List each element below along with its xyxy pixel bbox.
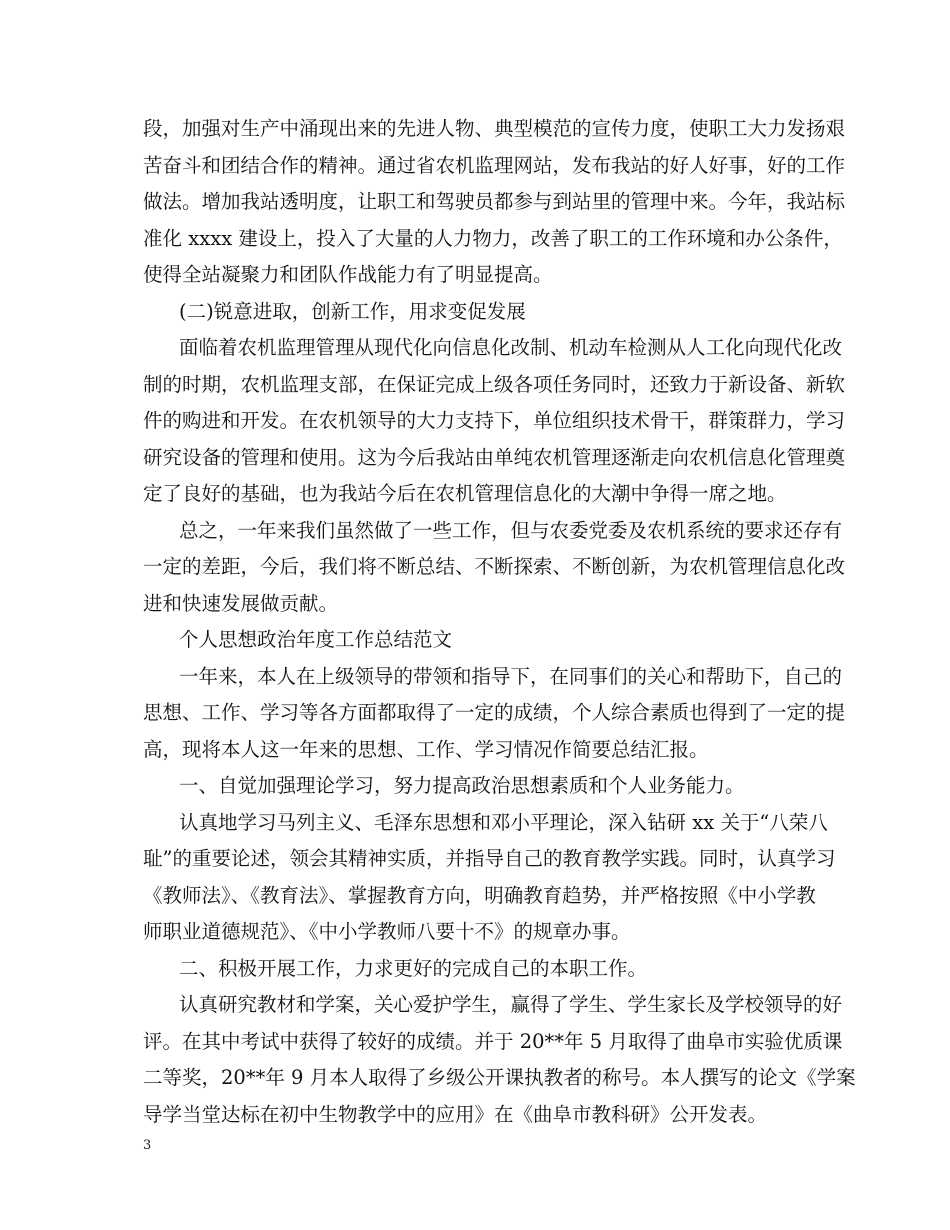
text-line: 面临着农机监理管理从现代化向信息化改制、机动车检测从人工化向现代化改 [179,336,843,359]
text-line: 做法。增加我站透明度，让职工和驾驶员都参与到站里的管理中来。今年，我站标 [143,190,846,213]
text-line: 《教师法》、《教育法》、掌握教育方向，明确教育趋势，并严格按照《中小学教 [143,883,816,907]
text-line: 苦奋斗和团结合作的精神。通过省农机监理网站，发布我站的好人好事，好的工作 [143,153,846,177]
text-line: 件的购进和开发。在农机领导的大力支持下，单位组织技术骨干，群策群力，学习 [143,409,846,432]
text-line: 思想、工作、学习等各方面都取得了一定的成绩，个人综合素质也得到了一定的提 [143,701,846,724]
text-line: 准化 xxxx 建设上，投入了大量的人力物力，改善了职工的工作环境和办公条件， [143,226,843,250]
text-line: 使得全站凝聚力和团队作战能力有了明显提高。 [143,263,553,286]
section-heading: 一、自觉加强理论学习，努力提高政治思想素质和个人业务能力。 [179,774,745,797]
text-line: 段，加强对生产中涌现出来的先进人物、典型模范的宣传力度，使职工大力发扬艰 [143,117,846,140]
text-line: 制的时期，农机监理支部，在保证完成上级各项任务同时，还致力于新设备、新软 [143,372,846,396]
text-line: 研究设备的管理和使用。这为今后我站由单纯农机管理逐渐走向农机信息化管理奠 [143,445,846,469]
section-heading: 二、积极开展工作，力求更好的完成自己的本职工作。 [179,956,648,980]
text-line: 耻”的重要论述，领会其精神实质，并指导自己的教育教学实践。同时，认真学习 [143,847,836,870]
text-line: 评。在其中考试中获得了较好的成绩。并于 20**年 5 月取得了曲阜市实验优质课 [143,1029,843,1053]
section-heading: (二)锐意进取，创新工作，用求变促发展 [179,299,526,323]
text-line: 总之，一年来我们虽然做了一些工作，但与农委党委及农机系统的要求还存有 [179,518,843,542]
body-text [143,111,856,1133]
page-number: 3 [143,1138,152,1153]
text-line: 进和快速发展做贡献。 [143,591,339,615]
text-line: 导学当堂达标在初中生物教学中的应用》在《曲阜市教科研》公开发表。 [143,1102,768,1126]
document-subtitle: 个人思想政治年度工作总结范文 [179,628,453,651]
text-line: 师职业道德规范》、《中小学教师八要十不》的规章办事。 [143,920,631,943]
text-line: 一年来，本人在上级领导的带领和指导下，在同事们的关心和帮助下，自己的 [179,664,843,688]
text-line: 认真地学习马列主义、毛泽东思想和邓小平理论，深入钻研 xx 关于“八荣八 [179,810,828,834]
text-line: 认真研究教材和学案，关心爱护学生，赢得了学生、学生家长及学校领导的好 [179,993,843,1016]
text-line: 二等奖，20**年 9 月本人取得了乡级公开课执教者的称号。本人撰写的论文《学案 [143,1066,856,1089]
text-line: 定了良好的基础，也为我站今后在农机管理信息化的大潮中争得一席之地。 [143,482,787,505]
text-line: 高，现将本人这一年来的思想、工作、学习情况作简要总结汇报。 [143,737,709,761]
text-line: 一定的差距，今后，我们将不断总结、不断探索、不断创新，为农机管理信息化改 [143,555,846,578]
